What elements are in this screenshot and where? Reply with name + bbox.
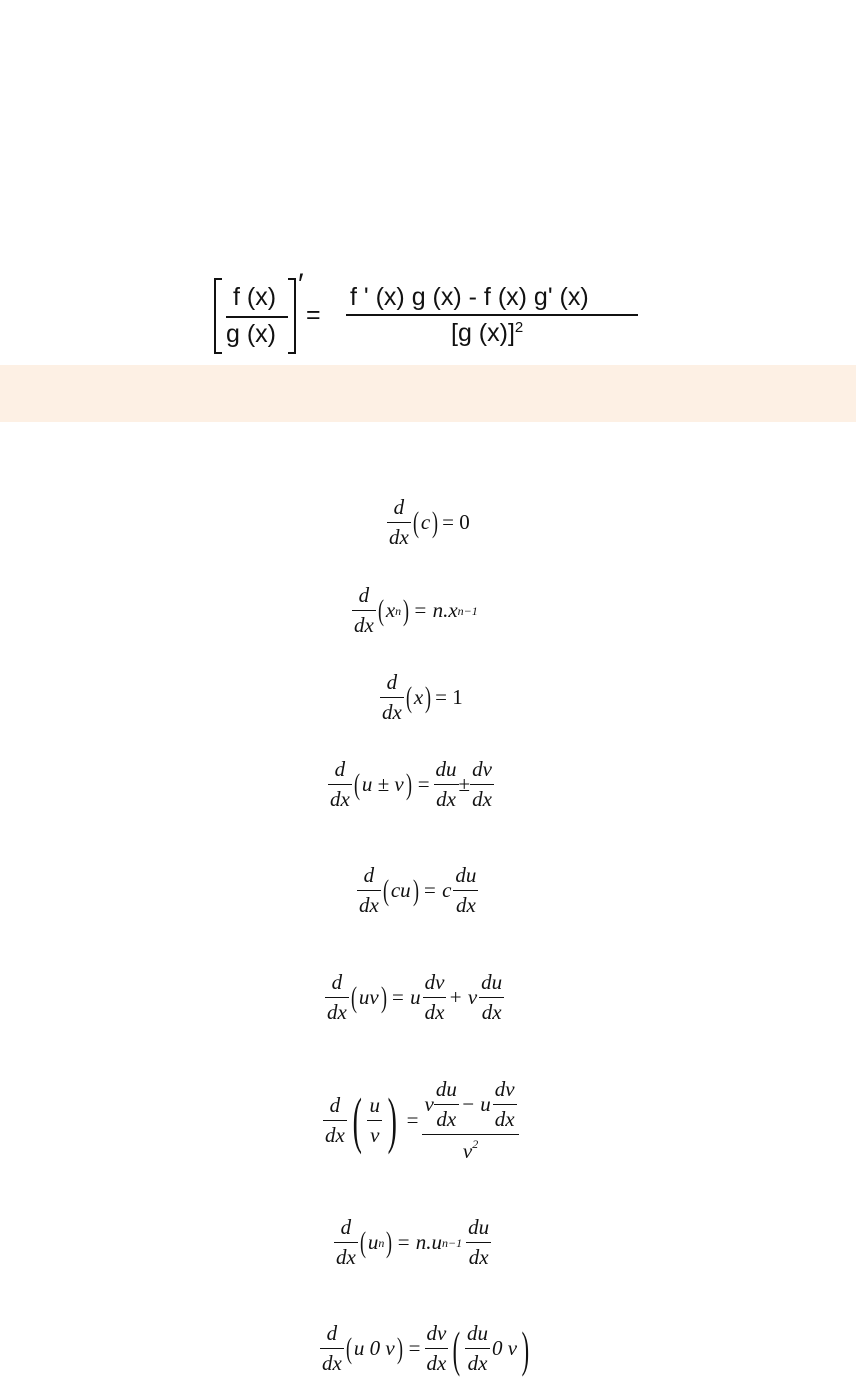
derivative-chain-power-rule: $\frac{d}{dx}$ ( u n ) = n.u n−1 $\frac{du}{dx}$ xyxy=(336,1215,490,1270)
quotient-num-right: f ' (x) g (x) - f (x) g' (x) xyxy=(350,283,589,311)
d-dx-operator: $\frac{d}{dx}$ xyxy=(382,670,402,725)
prime-mark: ′ xyxy=(298,268,304,301)
d-dx-operator: $\frac{d}{dx}$ xyxy=(336,1215,356,1270)
quotient-num-left: f (x) xyxy=(233,283,277,311)
derivative-composite-rule: $\frac{d}{dx}$ ( u 0 v ) = $\frac{dv}{dx}$ ( $\frac{du}{dx}$ 0 v ) xyxy=(322,1320,530,1377)
quotient-den-right: [g (x)]$^2$ xyxy=(451,319,524,347)
derivative-sum-rule: $\frac{d}{dx}$ ( u ± v ) = $\frac{du}{dx}$ ± $\frac{dv}{dx}$ xyxy=(330,757,492,812)
left-bracket xyxy=(214,278,222,354)
d-dx-operator: $\frac{d}{dx}$ xyxy=(330,757,350,812)
quotient-bar-left xyxy=(226,316,288,318)
highlight-banner xyxy=(0,365,856,422)
derivative-power-rule: $\frac{d}{dx}$ ( x n ) = n.x n−1 xyxy=(354,583,478,638)
quotient-rule xyxy=(0,270,856,360)
d-dx-operator: $\frac{d}{dx}$ xyxy=(389,495,409,550)
quotient-den-left: g (x) xyxy=(226,320,276,348)
derivative-constant-rule: $\frac{d}{dx}$ ( c ) = 0 xyxy=(389,495,470,550)
d-dx-operator: $\frac{d}{dx}$ xyxy=(325,1093,345,1148)
derivative-quotient-rule: $\frac{d}{dx}$ ( $\frac{u}{v}$ ) = v $\frac{du}{dx}$ − u $\frac{dv}{dx}$ $v^2$ xyxy=(323,1078,519,1163)
d-dx-operator: $\frac{d}{dx}$ xyxy=(354,583,374,638)
quotient-bar-right xyxy=(346,314,638,316)
right-bracket xyxy=(288,278,296,354)
derivative-identity-rule: $\frac{d}{dx}$ ( x ) = 1 xyxy=(382,670,463,725)
d-dx-operator: $\frac{d}{dx}$ xyxy=(322,1321,342,1376)
d-dx-operator: $\frac{d}{dx}$ xyxy=(359,863,379,918)
d-dx-operator: $\frac{d}{dx}$ xyxy=(327,970,347,1025)
derivative-product-rule: $\frac{d}{dx}$ ( uv ) = u $\frac{dv}{dx}$ + v $\frac{du}{dx}$ xyxy=(327,970,503,1025)
derivative-constant-multiple-rule: $\frac{d}{dx}$ ( cu ) = c $\frac{du}{dx}$ xyxy=(359,863,477,918)
quotient-equals: = xyxy=(306,301,321,329)
